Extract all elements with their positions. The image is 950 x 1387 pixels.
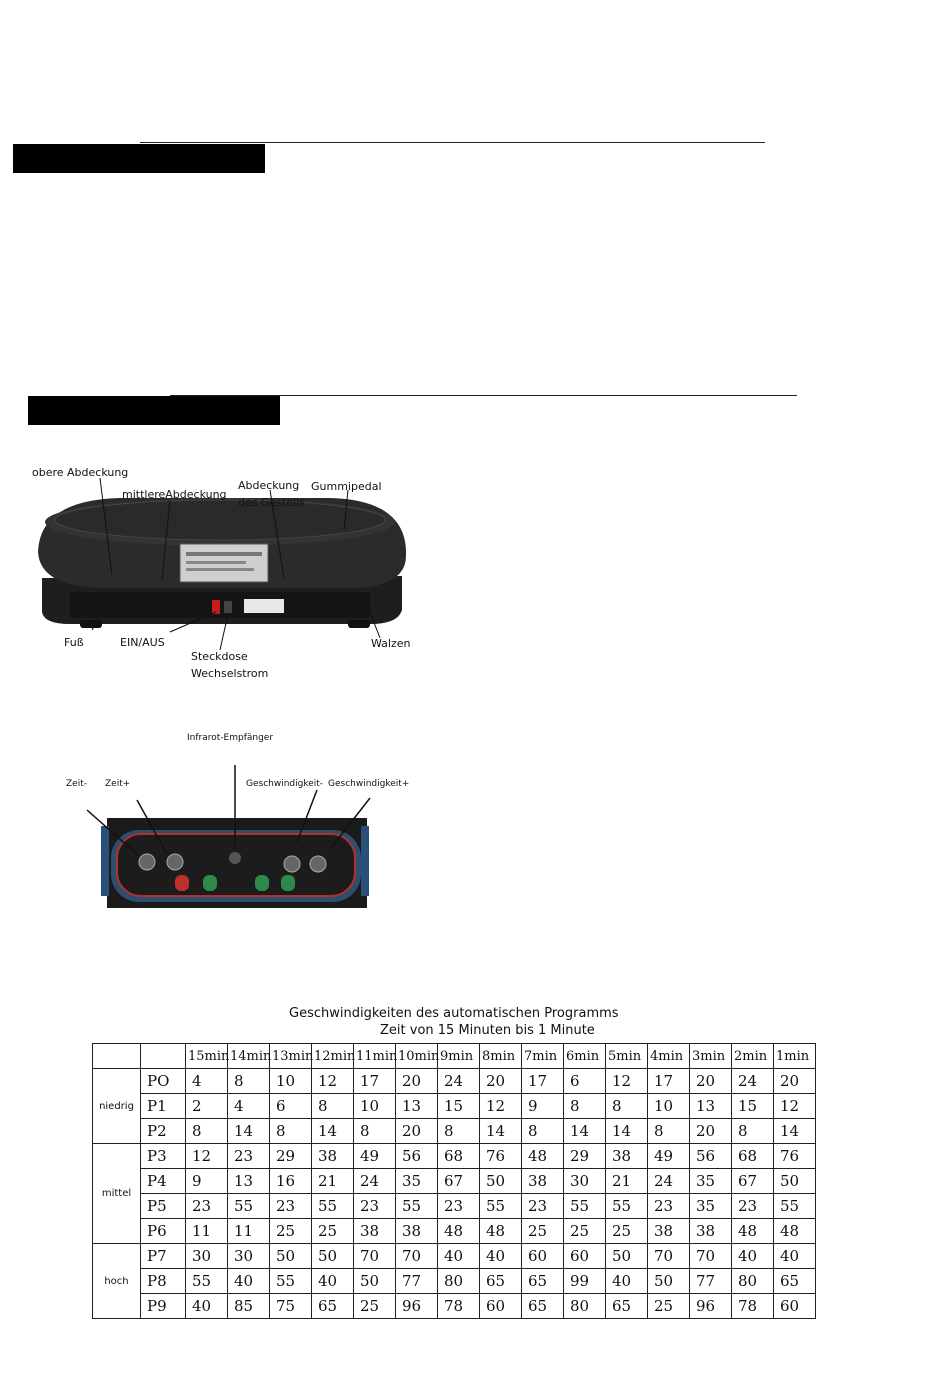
value-cell: 30 [228,1244,270,1269]
value-cell: 68 [438,1144,480,1169]
value-cell: 23 [354,1194,396,1219]
value-cell: 48 [522,1144,564,1169]
value-cell: 25 [354,1294,396,1319]
value-cell: 24 [438,1069,480,1094]
value-cell: 12 [312,1069,354,1094]
value-cell: 25 [648,1294,690,1319]
section-rule-1 [140,142,765,143]
value-cell: 16 [270,1169,312,1194]
program-cell: PO [141,1069,186,1094]
table-row [93,1119,816,1144]
value-cell: 78 [438,1294,480,1319]
value-cell: 25 [522,1219,564,1244]
value-cell: 17 [354,1069,396,1094]
table-row [93,1194,816,1219]
value-cell: 35 [396,1169,438,1194]
value-cell: 67 [732,1169,774,1194]
header-cell: 1min [774,1044,816,1069]
value-cell: 48 [774,1219,816,1244]
label-steckdose: Steckdose [191,650,248,663]
power-switch [212,600,220,614]
label-abdeckung-gestell-2: des Gestells [238,496,305,509]
value-cell: 35 [690,1169,732,1194]
value-cell: 14 [774,1119,816,1144]
program-cell: P7 [141,1244,186,1269]
value-cell: 12 [606,1069,648,1094]
program-cell: P5 [141,1194,186,1219]
value-cell: 10 [270,1069,312,1094]
label-infrarot-empfaenger: Infrarot-Empfänger [187,733,274,743]
value-cell: 13 [690,1094,732,1119]
label-abdeckung-gestell: Abdeckung [238,479,300,492]
value-cell: 56 [690,1144,732,1169]
value-cell: 68 [732,1144,774,1169]
table-row [93,1269,816,1294]
table-row [93,1219,816,1244]
value-cell: 99 [564,1269,606,1294]
value-cell: 96 [396,1294,438,1319]
value-cell: 6 [270,1094,312,1119]
value-cell: 10 [648,1094,690,1119]
value-cell: 40 [312,1269,354,1294]
value-cell: 78 [732,1294,774,1319]
value-cell: 40 [480,1244,522,1269]
value-cell: 25 [270,1219,312,1244]
table-row [93,1244,816,1269]
value-cell: 40 [228,1269,270,1294]
value-cell: 8 [606,1094,648,1119]
value-cell: 50 [774,1169,816,1194]
level-cell: hoch [93,1244,141,1319]
value-cell: 55 [480,1194,522,1219]
value-cell: 55 [396,1194,438,1219]
value-cell: 65 [480,1269,522,1294]
value-cell: 24 [354,1169,396,1194]
value-cell: 65 [606,1294,648,1319]
value-cell: 20 [690,1119,732,1144]
label-geschwindigkeit-minus: Geschwindigkeit- [246,779,324,789]
value-cell: 70 [690,1244,732,1269]
value-cell: 8 [228,1069,270,1094]
value-cell: 10 [354,1094,396,1119]
value-cell: 65 [774,1269,816,1294]
value-cell: 60 [774,1294,816,1319]
table-row [93,1094,816,1119]
header-cell: 4min [648,1044,690,1069]
value-cell: 9 [522,1094,564,1119]
value-cell: 30 [564,1169,606,1194]
level-cell: mittel [93,1144,141,1244]
value-cell: 38 [354,1219,396,1244]
value-cell: 23 [522,1194,564,1219]
value-cell: 23 [228,1144,270,1169]
value-cell: 40 [732,1244,774,1269]
value-cell: 38 [648,1219,690,1244]
value-cell: 23 [186,1194,228,1219]
value-cell: 48 [732,1219,774,1244]
value-cell: 17 [522,1069,564,1094]
value-cell: 56 [396,1144,438,1169]
value-cell: 8 [312,1094,354,1119]
header-cell: 13min [270,1044,312,1069]
value-cell: 67 [438,1169,480,1194]
value-cell: 48 [480,1219,522,1244]
value-cell: 77 [690,1269,732,1294]
speed-table [92,1043,816,1319]
value-cell: 60 [564,1244,606,1269]
value-cell: 30 [186,1244,228,1269]
header-cell: 10min [396,1044,438,1069]
value-cell: 15 [732,1094,774,1119]
program-cell: P1 [141,1094,186,1119]
program-cell: P6 [141,1219,186,1244]
value-cell: 8 [438,1119,480,1144]
value-cell: 8 [522,1119,564,1144]
value-cell: 14 [480,1119,522,1144]
value-cell: 55 [186,1269,228,1294]
value-cell: 38 [396,1219,438,1244]
value-cell: 13 [228,1169,270,1194]
label-mittlere-abdeckung: mittlereAbdeckung [122,488,227,501]
table-subtitle: Zeit von 15 Minuten bis 1 Minute [380,1023,595,1038]
value-cell: 49 [648,1144,690,1169]
value-cell: 11 [186,1219,228,1244]
header-cell: 2min [732,1044,774,1069]
value-cell: 12 [186,1144,228,1169]
value-cell: 70 [648,1244,690,1269]
value-cell: 21 [606,1169,648,1194]
value-cell: 8 [186,1119,228,1144]
header-cell: 15min [186,1044,228,1069]
value-cell: 24 [732,1069,774,1094]
header-cell: 5min [606,1044,648,1069]
value-cell: 48 [438,1219,480,1244]
value-cell: 4 [186,1069,228,1094]
value-cell: 35 [690,1194,732,1219]
value-cell: 14 [564,1119,606,1144]
value-cell: 14 [228,1119,270,1144]
value-cell: 23 [438,1194,480,1219]
value-cell: 76 [774,1144,816,1169]
label-geschwindigkeit-plus: Geschwindigkeit+ [328,779,410,789]
value-cell: 75 [270,1294,312,1319]
value-cell: 25 [606,1219,648,1244]
value-cell: 55 [228,1194,270,1219]
header-cell: 7min [522,1044,564,1069]
value-cell: 20 [774,1069,816,1094]
value-cell: 14 [606,1119,648,1144]
value-cell: 20 [690,1069,732,1094]
value-cell: 2 [186,1094,228,1119]
label-wechselstrom: Wechselstrom [191,667,269,680]
value-cell: 8 [270,1119,312,1144]
value-cell: 38 [690,1219,732,1244]
value-cell: 38 [522,1169,564,1194]
value-cell: 8 [354,1119,396,1144]
value-cell: 80 [438,1269,480,1294]
value-cell: 20 [480,1069,522,1094]
value-cell: 55 [774,1194,816,1219]
header-cell: 3min [690,1044,732,1069]
label-ein-aus: EIN/AUS [120,636,165,649]
value-cell: 55 [312,1194,354,1219]
value-cell: 76 [480,1144,522,1169]
value-cell: 29 [270,1144,312,1169]
value-cell: 14 [312,1119,354,1144]
header-cell: 8min [480,1044,522,1069]
value-cell: 70 [396,1244,438,1269]
value-cell: 20 [396,1119,438,1144]
program-cell: P4 [141,1169,186,1194]
label-zeit-plus: Zeit+ [105,779,131,789]
value-cell: 20 [396,1069,438,1094]
value-cell: 24 [648,1169,690,1194]
header-level [93,1044,141,1069]
value-cell: 50 [606,1244,648,1269]
value-cell: 17 [648,1069,690,1094]
value-cell: 12 [774,1094,816,1119]
label-walzen: Walzen [371,637,411,650]
header-cell: 14min [228,1044,270,1069]
value-cell: 8 [648,1119,690,1144]
value-cell: 85 [228,1294,270,1319]
table-row [93,1169,816,1194]
value-cell: 55 [564,1194,606,1219]
value-cell: 8 [732,1119,774,1144]
value-cell: 38 [312,1144,354,1169]
label-obere-abdeckung: obere Abdeckung [32,466,129,479]
program-cell: P8 [141,1269,186,1294]
value-cell: 13 [396,1094,438,1119]
value-cell: 50 [270,1244,312,1269]
level-cell: niedrig [93,1069,141,1144]
value-cell: 15 [438,1094,480,1119]
table-row [93,1294,816,1319]
value-cell: 55 [606,1194,648,1219]
header-cell: 12min [312,1044,354,1069]
value-cell: 70 [354,1244,396,1269]
table-row [93,1069,816,1094]
value-cell: 40 [186,1294,228,1319]
value-cell: 50 [312,1244,354,1269]
table-header-row [93,1044,816,1069]
value-cell: 65 [522,1269,564,1294]
value-cell: 49 [354,1144,396,1169]
header-program [141,1044,186,1069]
value-cell: 50 [648,1269,690,1294]
value-cell: 38 [606,1144,648,1169]
value-cell: 12 [480,1094,522,1119]
program-cell: P9 [141,1294,186,1319]
value-cell: 25 [564,1219,606,1244]
label-fuss: Fuß [64,636,84,649]
program-cell: P3 [141,1144,186,1169]
value-cell: 11 [228,1219,270,1244]
value-cell: 8 [564,1094,606,1119]
value-cell: 60 [522,1244,564,1269]
header-cell: 11min [354,1044,396,1069]
value-cell: 77 [396,1269,438,1294]
value-cell: 25 [312,1219,354,1244]
label-zeit-minus: Zeit- [66,779,87,789]
value-cell: 29 [564,1144,606,1169]
section-heading-bar-1 [13,144,265,173]
value-cell: 60 [480,1294,522,1319]
value-cell: 40 [774,1244,816,1269]
value-cell: 50 [354,1269,396,1294]
value-cell: 40 [606,1269,648,1294]
value-cell: 23 [732,1194,774,1219]
value-cell: 80 [732,1269,774,1294]
table-row [93,1144,816,1169]
value-cell: 65 [522,1294,564,1319]
table-title: Geschwindigkeiten des automatischen Programms [289,1006,619,1021]
value-cell: 80 [564,1294,606,1319]
value-cell: 23 [648,1194,690,1219]
value-cell: 6 [564,1069,606,1094]
value-cell: 23 [270,1194,312,1219]
value-cell: 40 [438,1244,480,1269]
value-cell: 4 [228,1094,270,1119]
value-cell: 55 [270,1269,312,1294]
value-cell: 65 [312,1294,354,1319]
value-cell: 50 [480,1169,522,1194]
program-cell: P2 [141,1119,186,1144]
label-gummipedal: Gummipedal [311,480,382,493]
header-cell: 9min [438,1044,480,1069]
value-cell: 96 [690,1294,732,1319]
header-cell: 6min [564,1044,606,1069]
value-cell: 9 [186,1169,228,1194]
value-cell: 21 [312,1169,354,1194]
section-heading-bar-2 [28,396,280,425]
